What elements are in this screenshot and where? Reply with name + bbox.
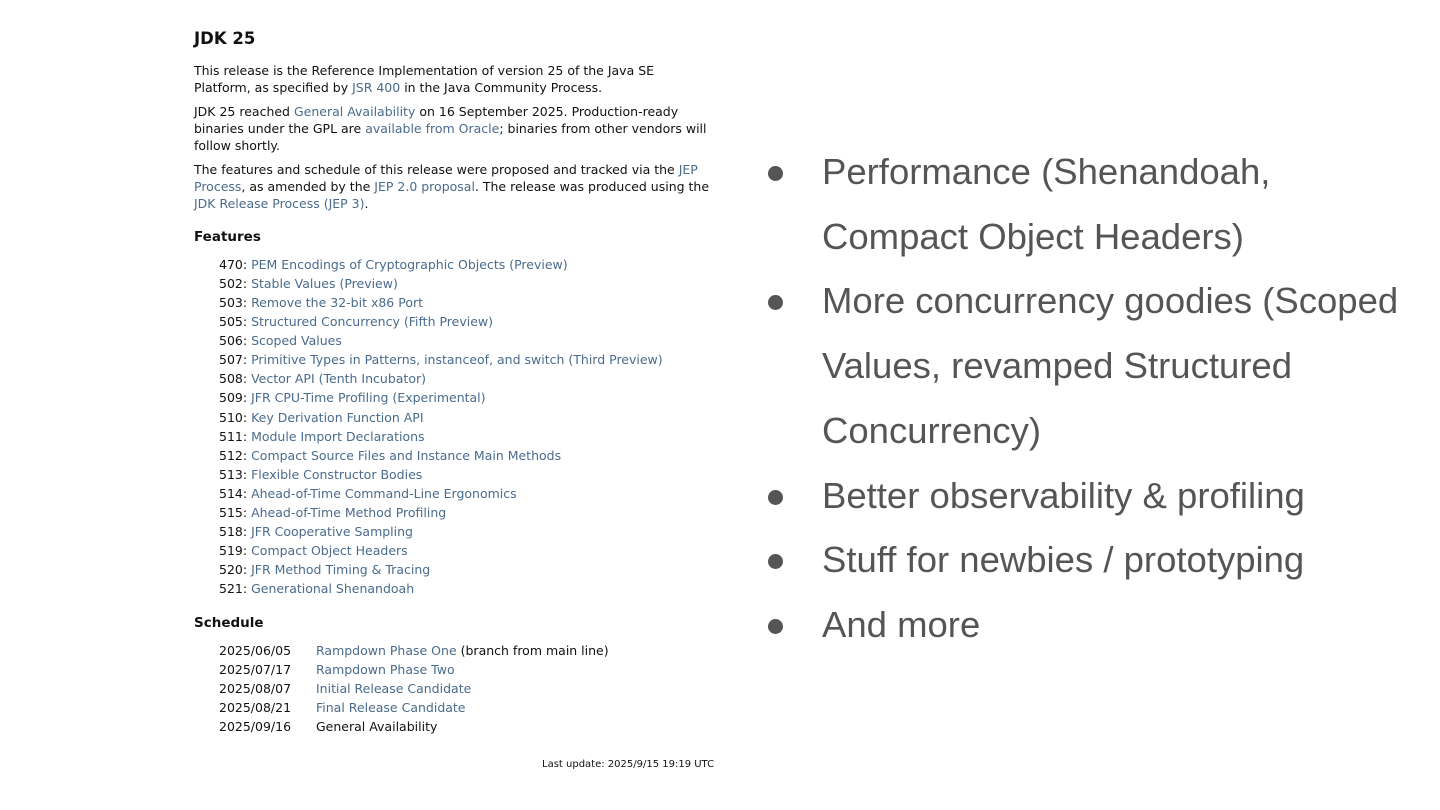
feature-item: 515: Ahead-of-Time Method Profiling <box>219 504 447 520</box>
feature-item: 505: Structured Concurrency (Fifth Preview) <box>219 314 493 330</box>
feature-link[interactable]: Ahead-of-Time Command-Line Ergonomics <box>251 485 517 501</box>
feature-item: 507: Primitive Types in Patterns, instanceof, and switch (Third Preview) <box>219 352 663 368</box>
process-paragraph: The features and schedule of this release were proposed and tracked via the JEP Process, as amended by the JEP 2.0 proposal. The release was produced using the JDK Release Process (JEP 3). <box>194 162 710 211</box>
schedule-date: 2025/06/05 <box>219 643 292 659</box>
feature-link[interactable]: Vector API (Tenth Incubator) <box>251 371 426 387</box>
bullet-text: And more <box>822 603 981 645</box>
bullet-text: Stuff for newbies / prototyping <box>822 539 1305 581</box>
schedule-heading: Schedule <box>194 615 264 632</box>
feature-item: 509: JFR CPU-Time Profiling (Experimental) <box>219 390 486 406</box>
general-availability-link[interactable]: General Availability <box>293 104 416 119</box>
feature-item: 520: JFR Method Timing & Tracing <box>219 562 431 577</box>
feature-link[interactable]: Flexible Constructor Bodies <box>251 466 423 482</box>
feature-item: 521: Generational Shenandoah <box>219 581 415 597</box>
feature-link[interactable]: Ahead-of-Time Method Profiling <box>251 504 447 520</box>
slide-bullet-list <box>768 140 1408 658</box>
feature-link[interactable]: Compact Object Headers <box>251 542 408 558</box>
bullet-text: More concurrency goodies (Scoped Values, revamped Structured Concurrency) <box>822 280 1399 451</box>
jdk-release-process-link[interactable]: JDK Release Process (JEP 3) <box>194 196 365 211</box>
schedule-milestone-link[interactable]: Rampdown Phase Two <box>316 662 455 678</box>
feature-item: 510: Key Derivation Function API <box>219 409 424 425</box>
schedule-row <box>219 660 609 679</box>
bullet-item <box>768 593 1408 658</box>
bullet-item <box>768 464 1408 529</box>
bullet-text: Performance (Shenandoah, Compact Object Headers) <box>822 151 1271 257</box>
jsr-400-link[interactable]: JSR 400 <box>352 80 401 95</box>
bullet-item <box>768 269 1408 463</box>
bullet-dot-icon <box>768 166 783 181</box>
bullet-item <box>768 140 1408 269</box>
schedule-date: 2025/08/21 <box>219 700 292 716</box>
features-heading: Features <box>194 229 261 245</box>
schedule-milestone-link[interactable]: Initial Release Candidate <box>316 681 472 697</box>
feature-item: 511: Module Import Declarations <box>219 428 425 444</box>
feature-link[interactable]: Primitive Types in Patterns, instanceof, and switch (Third Preview) <box>251 352 663 368</box>
feature-link[interactable]: Remove the 32-bit x86 Port <box>251 295 424 311</box>
feature-item: 502: Stable Values (Preview) <box>219 276 398 292</box>
page-title: JDK 25 <box>194 29 256 48</box>
jep-process-link[interactable]: JEP Process <box>194 162 698 194</box>
feature-item: 506: Scoped Values <box>219 333 342 349</box>
feature-link[interactable]: PEM Encodings of Cryptographic Objects (Preview) <box>251 257 568 272</box>
feature-item: 470: PEM Encodings of Cryptographic Objects (Preview) <box>219 257 568 272</box>
schedule-milestone-cell <box>316 679 609 698</box>
bullet-text: Better observability & profiling <box>822 474 1305 516</box>
schedule-milestone-text: General Availability <box>316 719 438 735</box>
feature-link[interactable]: Stable Values (Preview) <box>251 276 398 292</box>
feature-link[interactable]: Generational Shenandoah <box>251 581 415 597</box>
schedule-row <box>219 698 609 717</box>
schedule-row <box>219 679 609 698</box>
schedule-table <box>219 641 609 736</box>
schedule-milestone-link[interactable]: Final Release Candidate <box>316 700 466 716</box>
feature-item: 519: Compact Object Headers <box>219 542 408 558</box>
schedule-milestone-cell <box>316 698 609 717</box>
feature-link[interactable]: Compact Source Files and Instance Main Methods <box>251 447 562 463</box>
last-update-footer: Last update: 2025/9/15 19:19 UTC <box>542 759 715 770</box>
feature-link[interactable]: JFR Method Timing & Tracing <box>251 562 431 577</box>
feature-link[interactable]: JFR Cooperative Sampling <box>251 523 413 539</box>
jep-2-proposal-link[interactable]: JEP 2.0 proposal <box>374 179 475 194</box>
oracle-binaries-link[interactable]: available from Oracle <box>365 121 500 136</box>
schedule-row <box>219 717 609 736</box>
feature-item: 514: Ahead-of-Time Command-Line Ergonomics <box>219 485 517 501</box>
feature-link[interactable]: JFR CPU-Time Profiling (Experimental) <box>251 390 486 406</box>
bullet-dot-icon <box>768 619 783 634</box>
availability-paragraph: JDK 25 reached General Availability on 16 September 2025. Production-ready binaries under the GPL are available from Oracle; binaries from other vendors will follow shortly. <box>194 104 707 153</box>
schedule-milestone-cell <box>316 660 609 679</box>
schedule-date: 2025/09/16 <box>219 719 292 735</box>
feature-link[interactable]: Module Import Declarations <box>251 428 425 444</box>
bullet-dot-icon <box>768 295 783 310</box>
bullet-dot-icon <box>768 554 783 569</box>
feature-item: 518: JFR Cooperative Sampling <box>219 523 413 539</box>
feature-item: 503: Remove the 32-bit x86 Port <box>219 295 424 311</box>
intro-paragraph: This release is the Reference Implementation of version 25 of the Java SE Platform, as specified by JSR 400 in the Java Community Process. <box>194 63 655 95</box>
jdk-page-screenshot <box>194 26 714 736</box>
schedule-milestone-cell <box>316 641 609 660</box>
feature-item: 513: Flexible Constructor Bodies <box>219 466 423 482</box>
feature-link[interactable]: Key Derivation Function API <box>251 409 424 425</box>
feature-item: 508: Vector API (Tenth Incubator) <box>219 371 426 387</box>
schedule-milestone-link[interactable]: Rampdown Phase One <box>316 643 457 659</box>
bullet-item <box>768 528 1408 593</box>
schedule-date: 2025/08/07 <box>219 681 292 697</box>
schedule-note: (branch from main line) <box>456 643 609 659</box>
feature-link[interactable]: Structured Concurrency (Fifth Preview) <box>251 314 493 330</box>
features-list <box>194 255 714 598</box>
feature-link[interactable]: Scoped Values <box>251 333 342 349</box>
bullet-dot-icon <box>768 490 783 505</box>
schedule-date: 2025/07/17 <box>219 662 292 678</box>
feature-item: 512: Compact Source Files and Instance Main Methods <box>219 447 562 463</box>
schedule-row <box>219 641 609 660</box>
